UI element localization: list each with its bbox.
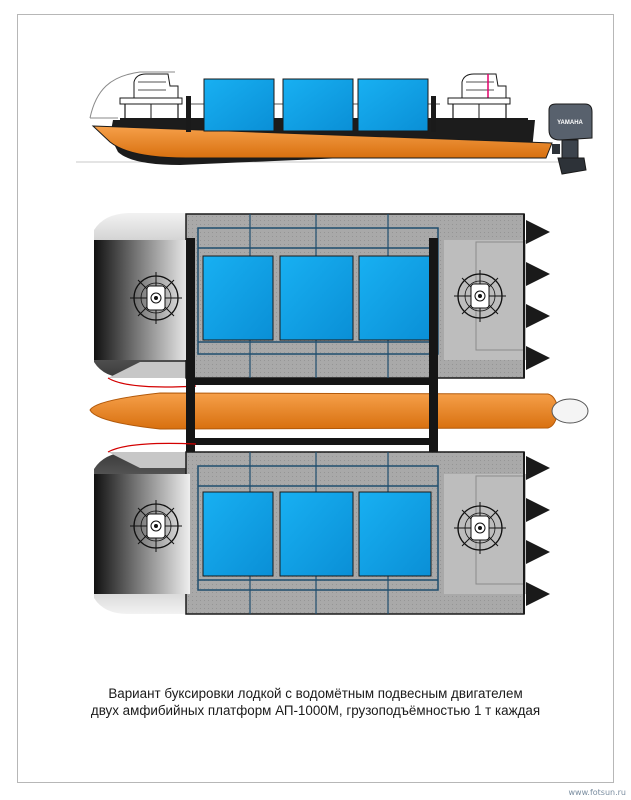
cargo-container-bottom-3 xyxy=(359,492,431,576)
cargo-container-top-3 xyxy=(359,256,431,340)
outboard-motor xyxy=(549,104,592,174)
watermark: www.fotsun.ru xyxy=(568,788,626,797)
towing-boat-plan xyxy=(90,393,588,429)
platform-bottom xyxy=(94,443,550,614)
boat-hull-plan xyxy=(90,393,558,429)
caption-line-1: Вариант буксировки лодкой с водомётным подвесным двигателем xyxy=(108,686,523,701)
platform-bottom-motor-fore xyxy=(94,474,190,594)
platform-top-motor-fore xyxy=(94,240,190,360)
cargo-container-side-3 xyxy=(358,79,428,131)
boat-motor-plan xyxy=(552,399,588,423)
cargo-container-top-1 xyxy=(203,256,273,340)
lift-engine-fore-side xyxy=(120,74,182,120)
cargo-container-side-1 xyxy=(204,79,274,131)
cargo-container-bottom-2 xyxy=(280,492,353,576)
caption-line-2: двух амфибийных платформ АП-1000М, грузоподъёмностью 1 т каждая xyxy=(90,703,541,718)
motor-brand-label: YAMAHA xyxy=(557,120,583,126)
cargo-container-side-2 xyxy=(283,79,353,131)
platform-top xyxy=(94,213,550,387)
cargo-container-bottom-1 xyxy=(203,492,273,576)
lift-engine-aft-side xyxy=(448,74,510,120)
side-view xyxy=(76,72,592,174)
cargo-container-top-2 xyxy=(280,256,353,340)
